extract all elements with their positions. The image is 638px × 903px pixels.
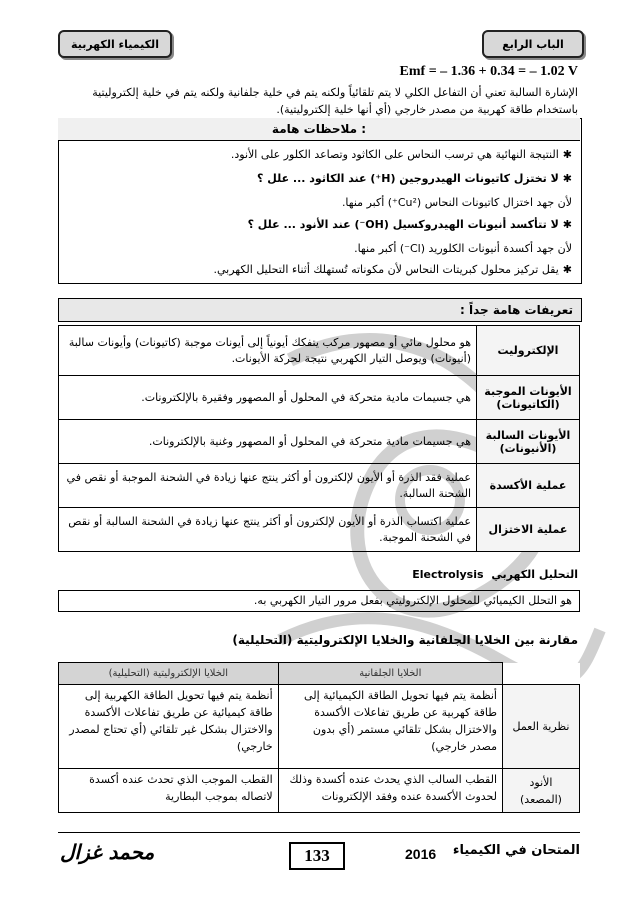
def-desc: هو محلول مائي أو مصهور مركب يتفكك أيونياً إلى أيونات موجبة (كاتيونات) وأيونات سالبة (أنيونات) ويوصل التيار الكهربي نتيجة لحركة الأيونات. [59, 326, 477, 376]
note-4-text: يقل تركيز محلول كبريتات النحاس لأن مكوناته تُستهلك أثناء التحليل الكهربي. [213, 263, 559, 276]
intro-line-2: باستخدام طاقة كهربية من مصدر خارجي (أي أنها خلية إلكتروليتية). [276, 103, 578, 116]
electrolysis-heading-en: Electrolysis [412, 568, 484, 581]
def-term: عملية الاختزال [477, 508, 580, 552]
definitions-title: تعريفات هامة جداً : [58, 298, 582, 322]
corner-cell [503, 663, 580, 685]
chapter-number-pill: الباب الرابع [482, 30, 584, 58]
star-bullet-icon: ✱ [562, 218, 572, 231]
table-row [59, 376, 580, 420]
note-1 [64, 148, 572, 161]
page-number: 133 [289, 842, 345, 870]
electrolytic-cell: القطب الموجب الذي تحدث عنده أكسدة لاتصاله بموجب البطارية [59, 769, 279, 813]
star-bullet-icon: ✱ [562, 148, 572, 161]
col-header-galvanic: الخلايا الجلفانية [278, 663, 502, 685]
def-term: الأيونات السالبة (الأنيونات) [477, 420, 580, 464]
star-bullet-icon: ✱ [562, 172, 572, 185]
note-3-question [64, 218, 572, 231]
def-term: الأيونات الموجبة (الكاتيونات) [477, 376, 580, 420]
table-row [59, 769, 580, 813]
note-3-answer: لأن جهد أكسدة أنيونات الكلوريد (Cl⁻) أكبر منها. [354, 242, 572, 255]
footer-divider [58, 832, 580, 833]
electrolysis-heading-ar: التحليل الكهربي [491, 568, 578, 581]
note-2-question-text: لا تختزل كاتيونات الهيدروجين (H⁺) عند الكاثود ... علل ؟ [257, 172, 559, 185]
table-row [59, 420, 580, 464]
footer-brand: المتحان في الكيمياء [452, 843, 580, 858]
chapter-title-pill: الكيمياء الكهربية [58, 30, 172, 58]
def-desc: هي جسيمات مادية متحركة في المحلول أو المصهور وفقيرة بالإلكترونات. [59, 376, 477, 420]
def-term: الإلكتروليت [477, 326, 580, 376]
table-row [59, 464, 580, 508]
footer-year: 2016 [405, 846, 437, 862]
electrolysis-heading [412, 568, 578, 581]
def-term: عملية الأكسدة [477, 464, 580, 508]
electrolytic-cell: أنظمة يتم فيها تحويل الطاقة الكهربية إلى طاقة كيميائية عن طريق تفاعلات الأكسدة والاختزال بشكل غير تلقائي (أي تحتاج لمصدر خارجي) [59, 685, 279, 769]
note-4 [64, 263, 572, 276]
electrolysis-definition: هو التحلل الكيميائي للمحلول الإلكتروليتي بفعل مرور التيار الكهربي به. [253, 594, 572, 607]
notes-title: ملاحظات هامة : [58, 118, 580, 141]
table-header-row [59, 663, 580, 685]
def-desc: هي جسيمات مادية متحركة في المحلول أو المصهور وغنية بالإلكترونات. [59, 420, 477, 464]
emf-equation: Emf = – 1.36 + 0.34 = – 1.02 V [399, 64, 578, 79]
note-3-question-text: لا تتأكسد أنيونات الهيدروكسيل (OH⁻) عند الأنود ... علل ؟ [247, 218, 559, 231]
star-bullet-icon: ✱ [562, 263, 572, 276]
note-1-text: النتيجة النهائية هي ترسب النحاس على الكاثود وتصاعد الكلور على الأنود. [230, 148, 559, 161]
definitions-table [58, 325, 580, 552]
galvanic-cell: أنظمة يتم فيها تحويل الطاقة الكيميائية إلى طاقة كهربية عن طريق تفاعلات الأكسدة والاختزال بشكل تلقائي مستمر (أي بدون مصدر خارجي) [278, 685, 502, 769]
def-desc: عملية اكتساب الذرة أو الأيون لإلكترون أو أكثر ينتج عنها زيادة في الشحنة السالبة أو نقص في الشحنة الموجبة. [59, 508, 477, 552]
table-row [59, 508, 580, 552]
note-2-question [64, 172, 572, 185]
comparison-title: مقارنة بين الخلايا الجلفانية والخلايا الإلكتروليتية (التحليلية) [232, 633, 578, 647]
col-header-electrolytic: الخلايا الإلكتروليتية (التحليلية) [59, 663, 279, 685]
row-label: نظرية العمل [503, 685, 580, 769]
table-row [59, 326, 580, 376]
intro-line-1: الإشارة السالبة تعني أن التفاعل الكلي لا يتم تلقائياً ولكنه يتم في خلية جلفانية ولكنه يتم في خلية إلكتروليتية [92, 86, 578, 99]
galvanic-cell: القطب السالب الذي يحدث عنده أكسدة وذلك لحدوث الأكسدة عنده وفقد الإلكترونات [278, 769, 502, 813]
row-label: الأنود (المصعد) [503, 769, 580, 813]
comparison-table [58, 662, 580, 813]
footer-signature: محمد غزال [60, 840, 155, 864]
table-row [59, 685, 580, 769]
def-desc: عملية فقد الذرة أو الأيون لإلكترون أو أكثر ينتج عنها زيادة في الشحنة الموجبة أو نقص في الشحنة السالبة. [59, 464, 477, 508]
note-2-answer: لأن جهد اختزال كاتيونات النحاس (Cu²⁺) أكبر منها. [341, 196, 572, 209]
